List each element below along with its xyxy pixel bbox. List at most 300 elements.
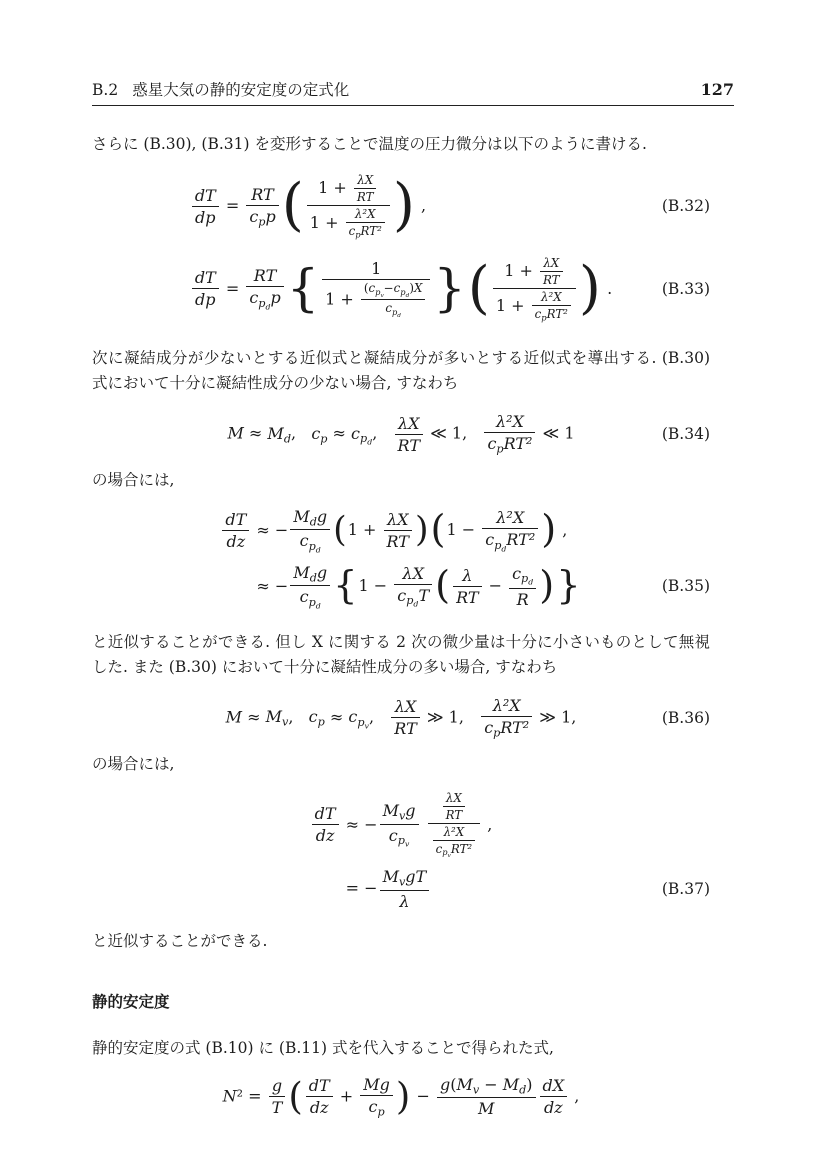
math-subscript <box>258 297 270 310</box>
open-bracket: ( <box>435 563 451 609</box>
math-variable: p <box>496 442 504 456</box>
math-variable: c <box>299 531 309 551</box>
math-fraction <box>428 791 481 859</box>
math-variable: d <box>265 302 271 312</box>
math-fraction <box>481 696 532 740</box>
math-variable: p <box>270 288 281 308</box>
math-subscripted <box>249 206 266 229</box>
math-operator: ≈ <box>327 423 352 443</box>
page-number: 127 <box>700 80 734 99</box>
math-variable: c <box>311 423 321 443</box>
math-denominator <box>246 287 283 311</box>
math-variable: λX <box>398 413 420 433</box>
math-subscripted <box>535 307 547 321</box>
math-denominator <box>384 531 412 551</box>
math-operator: , <box>482 814 493 834</box>
math-variable: λX <box>357 173 374 187</box>
math-variable: M <box>293 506 310 526</box>
math-variable: c <box>397 585 407 605</box>
math-row <box>363 1075 390 1094</box>
math-variable: RT <box>394 719 417 739</box>
math-variable: RT² <box>500 718 530 738</box>
math-row <box>221 256 612 323</box>
math-row <box>318 173 378 204</box>
math-variable: g <box>379 1074 390 1094</box>
math-denominator <box>346 223 385 240</box>
math-variable: p <box>377 1105 385 1119</box>
math-operator <box>421 815 426 834</box>
math-operator: 1 + <box>347 520 382 540</box>
math-delimited-group <box>467 256 602 323</box>
math-numerator <box>354 173 377 189</box>
math-variable: p <box>391 307 398 318</box>
paragraph-approx-few: 次に凝結成分が少ないとする近似式と凝結成分が多いとする近似式を導出する. (B.30) 式において十分に凝結性成分の少ない場合, すなわち <box>92 349 710 393</box>
math-variable: c <box>249 288 259 308</box>
math-subscript <box>377 1105 384 1118</box>
math-variable: λ²X <box>443 824 465 839</box>
math-variable: RT² <box>506 530 536 550</box>
math-variable: dX <box>542 1076 565 1096</box>
math-denominator <box>394 585 432 609</box>
math-variable: λ²X <box>496 508 525 528</box>
math-numerator <box>246 266 283 287</box>
equation-b34 <box>227 412 574 456</box>
math-fraction <box>222 510 249 551</box>
math-variable: c <box>308 707 318 727</box>
math-numerator <box>306 1076 333 1097</box>
math-delimited-group <box>434 564 555 609</box>
math-variable: c <box>487 434 497 454</box>
math-subscripted <box>382 801 406 823</box>
equation-block-b37 <box>92 791 710 911</box>
math-subscript <box>442 847 451 860</box>
math-variable: c <box>484 718 494 738</box>
math-variable: d <box>315 601 321 611</box>
math-variable: λ²X <box>540 289 562 304</box>
math-variable: p <box>308 540 316 554</box>
close-bracket: } <box>433 258 466 318</box>
equation-block-b34 <box>92 412 710 456</box>
open-bracket: { <box>333 563 358 609</box>
math-subscript <box>316 546 321 555</box>
math-denominator <box>312 825 339 845</box>
section-number: B.2 <box>92 81 119 99</box>
math-variable: T <box>271 1098 283 1118</box>
math-fraction <box>246 185 278 229</box>
math-subscript <box>318 716 325 729</box>
math-delimited-group <box>332 510 429 551</box>
math-subscripted <box>311 423 328 446</box>
math-variable: v <box>404 839 410 849</box>
math-denominator <box>361 300 425 318</box>
math-subscript <box>310 515 317 528</box>
math-denominator <box>290 530 330 554</box>
close-bracket: ) <box>541 507 557 553</box>
math-variable: RT² <box>450 841 473 856</box>
math-row <box>341 791 493 859</box>
math-variable: p <box>355 229 361 240</box>
math-numerator <box>493 256 576 289</box>
math-operator: , <box>290 423 312 443</box>
math-variable: p <box>442 847 448 858</box>
math-variable: M <box>227 423 244 443</box>
math-subscripted <box>375 287 384 297</box>
math-variable: M <box>293 562 310 582</box>
math-numerator <box>322 259 430 280</box>
math-operator: ≈ <box>243 423 268 443</box>
math-variable: p <box>541 312 547 323</box>
math-subscripted <box>398 834 410 847</box>
paragraph-case-2: の場合には, <box>92 754 175 773</box>
math-operator: + <box>334 1086 359 1106</box>
math-subscripted <box>299 531 321 555</box>
math-denominator <box>380 825 419 849</box>
equation-b35-line2 <box>251 563 581 611</box>
math-subscripted <box>406 594 418 607</box>
math-operator: = − <box>340 878 378 898</box>
math-subscript <box>398 834 410 847</box>
math-subscripted <box>293 506 317 529</box>
math-numerator <box>394 564 432 585</box>
equation-n2 <box>223 1075 580 1119</box>
math-operator: = <box>220 278 245 298</box>
math-variable: λX <box>445 790 462 805</box>
math-row <box>249 288 280 311</box>
math-subscripted <box>265 707 289 730</box>
math-variable: v <box>447 853 451 860</box>
math-subscripted <box>309 596 321 609</box>
math-fraction <box>443 791 466 822</box>
math-numerator <box>380 801 419 825</box>
math-variable: gT <box>405 867 427 887</box>
math-numerator <box>540 1076 568 1097</box>
math-variable: RT <box>445 807 463 822</box>
math-denominator <box>354 189 377 204</box>
math-numerator <box>433 825 476 841</box>
math-operator: , <box>569 1086 580 1106</box>
math-fraction <box>453 566 481 607</box>
math-variable: M <box>502 1074 520 1094</box>
math-denominator <box>380 891 430 911</box>
math-variable: c <box>393 280 401 295</box>
math-numerator <box>395 414 423 435</box>
math-variable: d <box>519 1083 527 1097</box>
math-fraction <box>437 1075 536 1119</box>
math-denominator <box>540 1097 568 1117</box>
math-variable: c <box>512 563 522 583</box>
math-row <box>325 281 427 319</box>
math-operator: ≈ − <box>251 575 289 595</box>
math-subscripted <box>249 288 271 312</box>
math-numerator <box>391 697 419 718</box>
math-operator: , <box>372 423 393 443</box>
math-subscript <box>309 540 321 553</box>
math-variable: g <box>316 506 328 526</box>
math-variable: d <box>405 292 410 299</box>
math-variable: p <box>400 286 406 297</box>
math-row <box>226 696 577 740</box>
paragraph-intro: さらに (B.30), (B.31) を変形することで温度の圧力微分は以下のように書ける. <box>92 135 647 153</box>
equation-b35-line1 <box>251 507 567 555</box>
open-bracket: { <box>286 258 320 318</box>
math-numerator <box>481 696 532 717</box>
math-variable: λX <box>543 255 560 270</box>
math-variable: p <box>375 286 381 297</box>
math-variable: c <box>299 587 309 607</box>
math-fraction <box>290 563 330 611</box>
math-denominator <box>290 586 330 610</box>
math-variable: v <box>398 809 406 823</box>
equation-number-b32: (B.32) <box>661 197 710 216</box>
close-bracket: ) <box>392 172 415 239</box>
math-row <box>485 530 535 553</box>
math-subscripted <box>484 718 501 740</box>
math-variable: RT² <box>360 224 382 238</box>
math-row <box>504 256 564 287</box>
math-denominator <box>481 717 532 740</box>
math-operator: ≈ <box>242 707 266 727</box>
open-bracket: ( <box>467 255 490 322</box>
math-operator: 1 + <box>495 295 530 315</box>
math-operator: − <box>383 280 394 295</box>
open-bracket: ( <box>288 1075 303 1119</box>
math-subscript <box>521 572 533 585</box>
math-fraction <box>532 290 571 323</box>
math-variable: dT <box>225 510 247 530</box>
math-operator: 1 + <box>318 178 352 197</box>
math-row <box>223 1075 580 1119</box>
math-fraction <box>380 801 419 849</box>
math-variable: λ²X <box>492 696 521 716</box>
math-numerator <box>453 566 481 587</box>
math-denominator <box>437 1098 536 1118</box>
math-variable: RT <box>253 266 277 286</box>
math-fraction <box>509 564 536 609</box>
math-denominator <box>428 824 481 859</box>
math-denominator <box>222 531 249 551</box>
math-row <box>249 207 275 229</box>
math-row <box>251 507 567 555</box>
math-variable: p <box>360 432 368 446</box>
math-variable: p <box>317 716 325 730</box>
math-variable: dz <box>226 532 246 552</box>
math-fraction <box>354 173 377 204</box>
math-subscript <box>400 287 409 297</box>
math-variable: RT² <box>546 306 568 321</box>
math-variable: M <box>456 1074 473 1094</box>
math-numerator <box>532 290 571 306</box>
math-variable: λ²X <box>354 207 376 221</box>
math-subscripted <box>435 841 451 860</box>
open-bracket: ( <box>333 510 347 551</box>
math-row <box>383 801 416 823</box>
math-variable: c <box>348 707 358 727</box>
math-subscripted <box>385 301 401 319</box>
math-subscripted <box>308 707 325 730</box>
equation-b33-rhs <box>221 256 612 323</box>
math-numerator <box>437 1075 536 1099</box>
math-operator: ≈ − <box>251 520 289 540</box>
math-row <box>484 718 529 740</box>
math-row <box>304 1075 395 1119</box>
math-fraction <box>361 281 425 319</box>
math-variable: dz <box>315 826 335 846</box>
math-row <box>359 564 556 609</box>
math-denominator <box>532 306 571 323</box>
math-fraction <box>395 414 423 455</box>
math-variable: d <box>413 599 419 609</box>
math-operator: , <box>415 195 427 215</box>
math-fraction <box>484 412 535 456</box>
equation-block-b36 <box>92 696 710 740</box>
math-variable: dT <box>194 268 216 288</box>
equation-b37-line1 <box>341 791 493 859</box>
math-numerator <box>428 791 481 824</box>
math-subscripted <box>368 1096 385 1119</box>
math-denominator <box>484 433 535 456</box>
math-subscripted <box>351 423 373 447</box>
math-operator: ) <box>409 280 414 295</box>
math-variable: p <box>406 594 414 608</box>
math-subscript <box>360 432 372 445</box>
math-subscripted <box>360 432 372 445</box>
math-operator: ) <box>526 1074 533 1094</box>
math-variable: M <box>267 423 284 443</box>
math-operator: , <box>368 707 390 727</box>
math-subscript <box>284 432 291 445</box>
math-operator: ≈ − <box>340 814 378 834</box>
math-denominator <box>269 1097 286 1117</box>
math-delimited-group <box>430 508 558 553</box>
math-operator: 1 + <box>504 260 538 280</box>
math-variable: c <box>368 1096 378 1116</box>
math-variable: v <box>364 721 369 731</box>
math-denominator <box>482 529 538 553</box>
math-operator: 1 − <box>446 520 481 540</box>
math-subscript <box>496 443 503 456</box>
paragraph-static-stability: 静的安定度の式 (B.10) に (B.11) 式を代入することで得られた式, <box>92 1038 554 1057</box>
equation-b33-lhs <box>190 268 221 309</box>
math-fraction <box>192 268 219 309</box>
math-row <box>496 290 573 323</box>
math-operator: 1 − <box>358 575 393 595</box>
math-operator: , <box>288 707 309 727</box>
equation-b32-lhs <box>190 186 221 227</box>
math-denominator <box>322 280 430 319</box>
close-bracket: ) <box>539 563 555 609</box>
math-numerator <box>509 564 536 589</box>
math-row <box>364 281 422 298</box>
math-subscripted <box>349 224 361 238</box>
math-operator: ≪ 1 <box>537 423 575 443</box>
math-subscripted <box>392 307 401 317</box>
math-denominator <box>453 587 481 607</box>
equation-b37-line2 <box>341 867 432 911</box>
math-fraction <box>322 259 430 319</box>
math-subscripted <box>485 530 507 554</box>
open-bracket: ( <box>281 172 304 239</box>
math-operator: 1 + <box>309 212 344 232</box>
math-fraction <box>540 1076 568 1117</box>
math-variable: v <box>380 292 384 299</box>
close-bracket: ) <box>578 255 602 322</box>
math-variable: c <box>385 301 392 316</box>
math-subscript <box>375 287 384 297</box>
equation-number-b33: (B.33) <box>661 279 710 298</box>
math-denominator <box>509 589 536 609</box>
math-variable: M <box>265 707 282 727</box>
math-operator: = <box>220 195 245 215</box>
math-variable: RT <box>356 190 374 204</box>
math-subscripted <box>393 280 410 299</box>
paragraph-conclusion: と近似することができる. <box>92 931 268 950</box>
math-numerator <box>307 173 390 206</box>
math-subscript <box>528 578 533 587</box>
math-variable: RT <box>251 184 274 204</box>
math-numerator <box>269 1076 286 1097</box>
math-variable: RT <box>456 587 479 607</box>
math-variable: X <box>413 280 423 295</box>
math-fraction <box>391 697 419 738</box>
math-subscripted <box>388 825 410 849</box>
math-fraction <box>380 867 430 911</box>
math-row <box>251 563 581 611</box>
math-subscripted <box>494 539 506 552</box>
math-variable: c <box>485 530 495 550</box>
math-row <box>348 510 414 551</box>
math-operator: ² = <box>236 1086 267 1106</box>
math-fraction <box>433 825 476 859</box>
math-variable: λX <box>386 510 409 530</box>
math-operator: , <box>557 520 568 540</box>
math-subscripted <box>487 434 504 456</box>
math-subscripted <box>258 297 270 310</box>
math-variable: RT² <box>503 434 533 454</box>
math-row <box>436 842 473 859</box>
math-delimited-group <box>286 259 467 319</box>
math-delimited-group <box>332 564 581 609</box>
math-variable: c <box>348 224 356 238</box>
math-subscript <box>392 307 401 317</box>
section-heading <box>92 78 349 100</box>
math-variable: dz <box>309 1098 329 1118</box>
math-variable: d <box>315 545 321 555</box>
math-subscript <box>397 313 401 319</box>
math-fraction <box>394 564 432 609</box>
math-row <box>341 867 432 911</box>
math-row <box>293 507 327 529</box>
math-variable: p <box>357 716 365 730</box>
math-variable: RT <box>542 272 560 287</box>
math-numerator <box>290 507 330 531</box>
math-subscripted <box>512 563 534 587</box>
paragraph-approx-many: と近似することができる. 但し X に関する 2 次の微少量は十分に小さいものとして無視した. また (B.30) において十分に凝結性成分の多い場合, すなわち <box>92 633 710 677</box>
math-subscripted <box>521 572 533 585</box>
math-numerator <box>540 256 563 272</box>
math-row <box>446 508 540 553</box>
equation-number-b37: (B.37) <box>661 880 710 899</box>
subsection-heading: 静的安定度 <box>92 992 170 1011</box>
math-row <box>383 867 427 889</box>
math-fraction <box>346 207 385 240</box>
math-numerator <box>312 804 339 825</box>
math-subscripted <box>382 867 406 889</box>
math-variable: λ <box>462 565 473 585</box>
math-subscripted <box>400 287 409 297</box>
math-operator: 1 <box>371 258 382 278</box>
math-variable: p <box>258 297 266 310</box>
math-variable: c <box>249 206 259 226</box>
